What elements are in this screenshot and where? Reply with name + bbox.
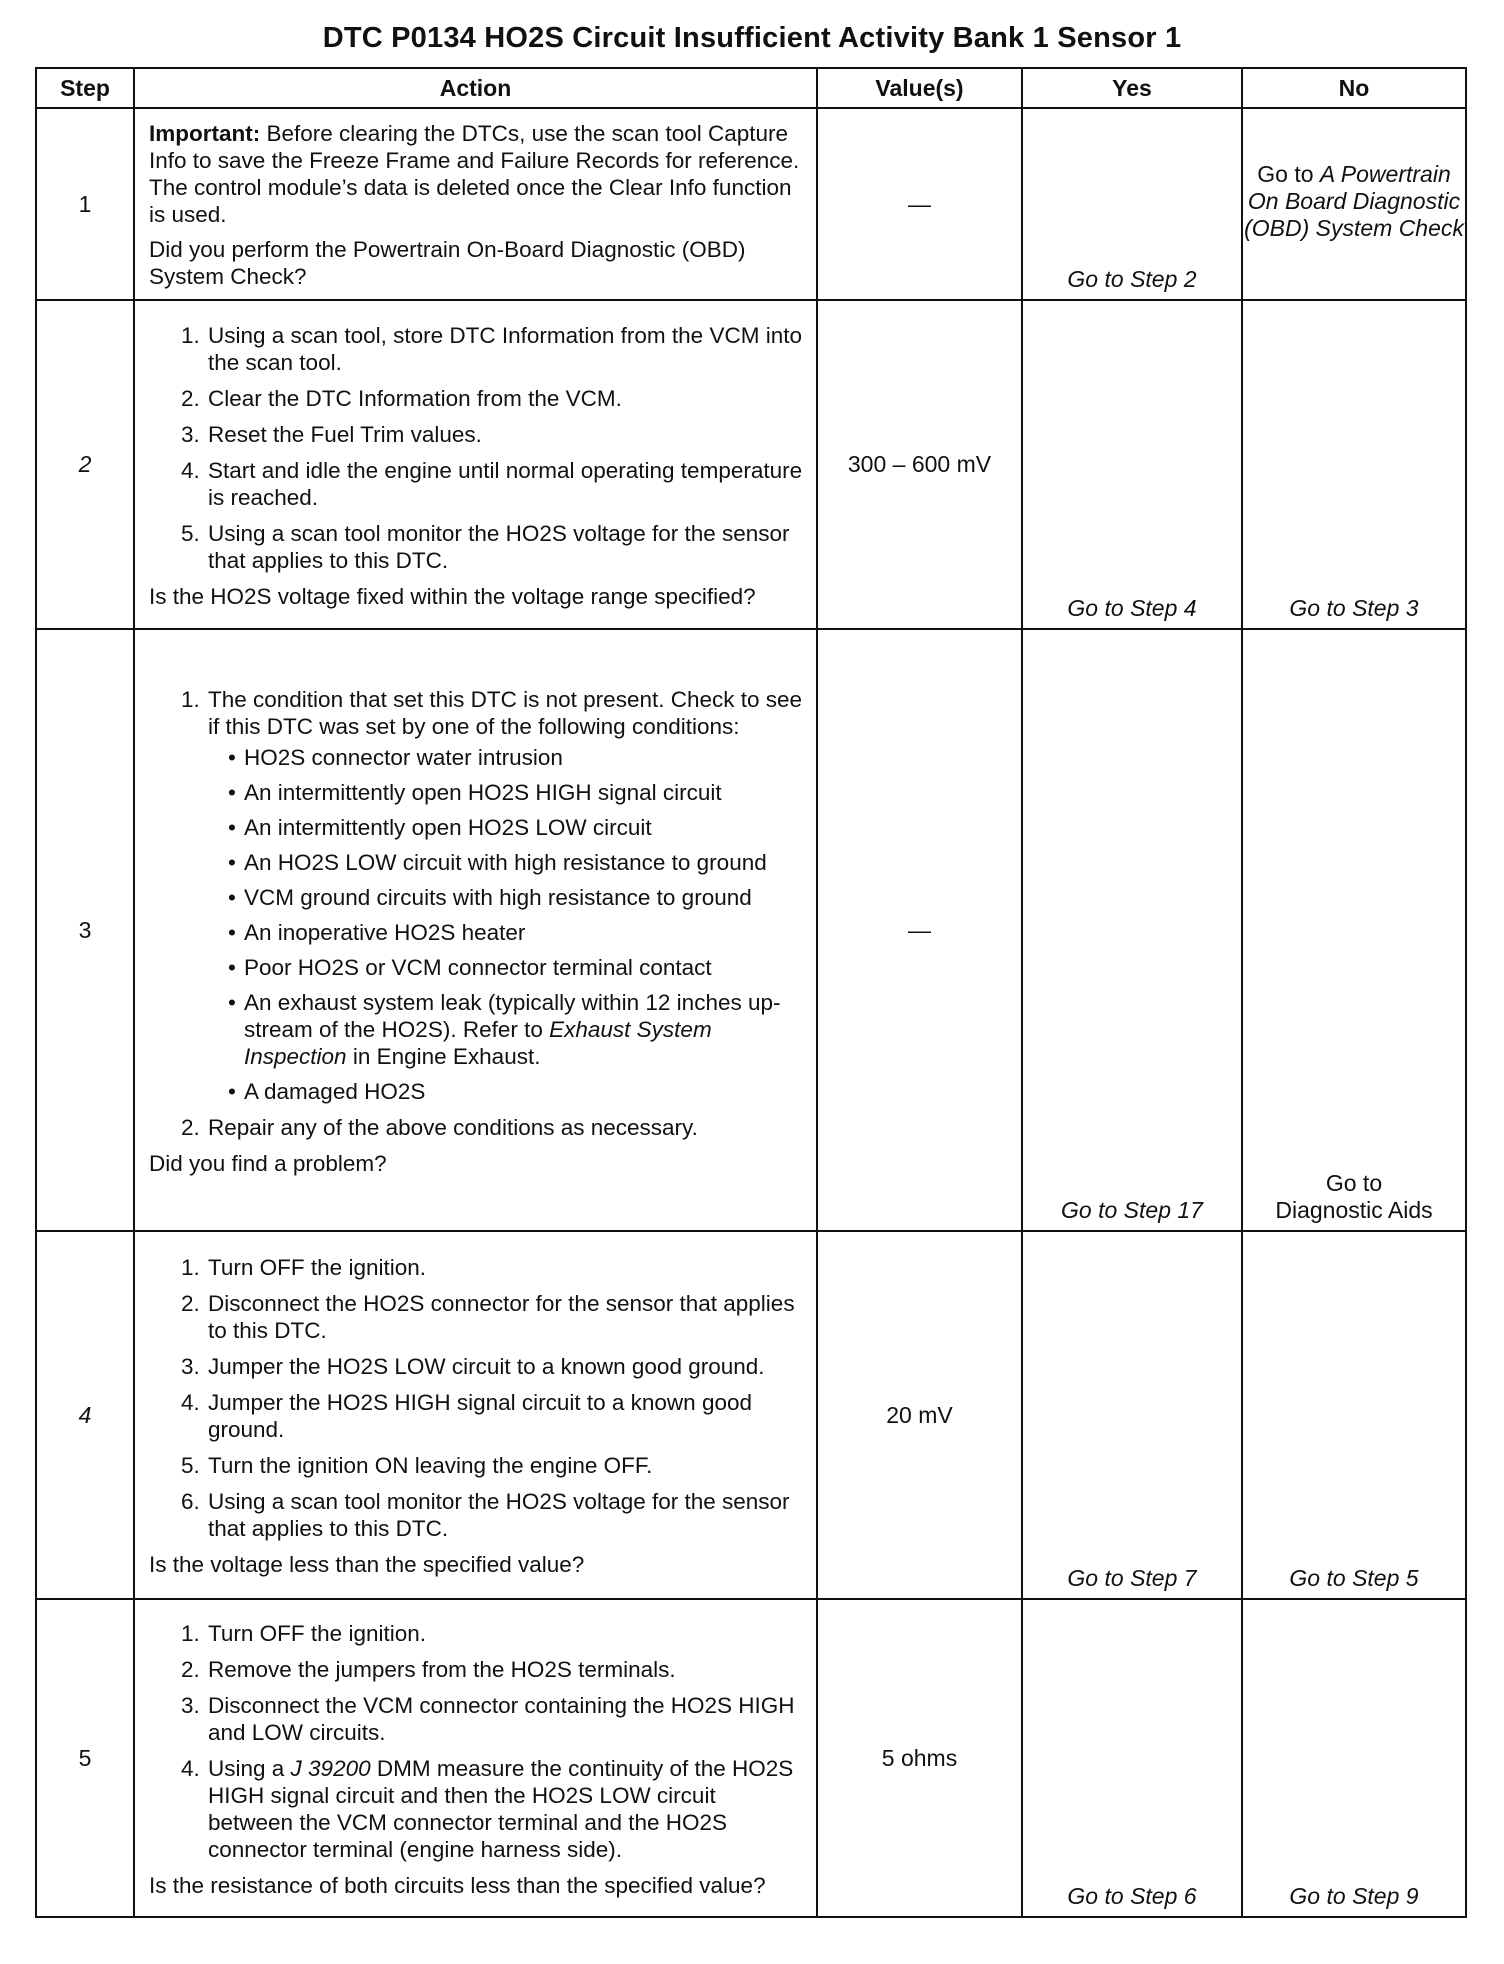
header-values: Value(s) [817, 68, 1022, 108]
value-cell: 5 ohms [817, 1599, 1022, 1917]
question: Did you find a problem? [149, 1150, 387, 1176]
step-number: 1 [36, 108, 134, 300]
action-cell [134, 629, 817, 1231]
action-step: 4. Start and idle the engine until normal operating temperature is reached. [206, 457, 806, 511]
action-step: 2. Remove the jumpers from the HO2S terminals. [206, 1656, 806, 1683]
question: Is the resistance of both circuits less than the specified value? [149, 1872, 766, 1898]
action-steps [149, 686, 806, 1141]
header-step: Step [36, 68, 134, 108]
value-cell: — [817, 629, 1022, 1231]
no-link[interactable] [1242, 108, 1466, 300]
table-row [36, 300, 1466, 629]
header-no: No [1242, 68, 1466, 108]
condition-item: • An intermittently open HO2S HIGH signal circuit [228, 779, 806, 806]
step-number: 4 [36, 1231, 134, 1599]
step-number: 5 [36, 1599, 134, 1917]
question: Is the HO2S voltage fixed within the voltage range specified? [149, 583, 756, 609]
important-text: Before clearing the DTCs, use the scan tool Capture Info to save the Freeze Frame and Failure Records for reference. The control module’s data is deleted once the Clear Info function is used. [149, 121, 800, 227]
no-link[interactable]: Go to Step 9 [1242, 1599, 1466, 1917]
no-line: Diagnostic Aids [1275, 1197, 1433, 1223]
question: Is the voltage less than the specified value? [149, 1552, 585, 1577]
no-prefix: Go to [1257, 160, 1320, 187]
condition-item: • HO2S connector water intrusion [228, 744, 806, 771]
header-action: Action [134, 68, 817, 108]
no-link[interactable]: Go to Step 3 [1242, 300, 1466, 629]
action-steps [149, 322, 806, 574]
no-link[interactable]: Go to Step 5 [1242, 1231, 1466, 1599]
action-step: 1. Using a scan tool, store DTC Information from the VCM into the scan tool. [206, 322, 806, 376]
condition-item: • A damaged HO2S [228, 1078, 806, 1105]
action-cell [134, 1231, 817, 1599]
exhaust-inspection-reference[interactable]: Exhaust System Inspection [244, 1016, 712, 1069]
value-cell: 300 – 600 mV [817, 300, 1022, 629]
condition-item [228, 989, 806, 1070]
no-line: Go to [1325, 1170, 1383, 1196]
table-header-row [36, 68, 1466, 108]
action-step: 4. Jumper the HO2S HIGH signal circuit to a known good ground. [206, 1389, 806, 1443]
yes-link[interactable]: Go to Step 2 [1022, 108, 1242, 300]
action-cell [134, 108, 817, 300]
action-step: 3. Jumper the HO2S LOW circuit to a known good ground. [206, 1353, 806, 1380]
action-cell [134, 1599, 817, 1917]
table-row [36, 108, 1466, 300]
action-steps [149, 1620, 806, 1863]
action-step: 1. Turn OFF the ignition. [206, 1254, 806, 1281]
condition-list [208, 744, 806, 1105]
table-row [36, 629, 1466, 1231]
yes-link[interactable]: Go to Step 7 [1022, 1231, 1242, 1599]
action-step: 2. Disconnect the HO2S connector for the sensor that applies to this DTC. [206, 1290, 806, 1344]
value-cell: — [817, 108, 1022, 300]
condition-item: • Poor HO2S or VCM connector terminal contact [228, 954, 806, 981]
condition-text: An exhaust system leak (typically within 12 inches up-stream of the HO2S). Refer to [244, 989, 781, 1042]
no-italic-target: A Powertrain On Board Diagnostic (OBD) System Check [1244, 160, 1464, 241]
diagnostic-table [35, 67, 1467, 1918]
action-step: 3. Disconnect the VCM connector containing the HO2S HIGH and LOW circuits. [206, 1692, 806, 1746]
yes-link[interactable]: Go to Step 17 [1022, 629, 1242, 1231]
important-label: Important: [149, 121, 261, 146]
action-step: 2. Clear the DTC Information from the VCM. [206, 385, 806, 412]
action-steps [149, 1254, 806, 1542]
action-step: 5. Turn the ignition ON leaving the engine OFF. [206, 1452, 806, 1479]
action-step [206, 686, 806, 1105]
value-cell: 20 mV [817, 1231, 1022, 1599]
action-step: 6. Using a scan tool monitor the HO2S voltage for the sensor that applies to this DTC. [206, 1488, 806, 1542]
condition-item: • VCM ground circuits with high resistance to ground [228, 884, 806, 911]
step-number: 3 [36, 629, 134, 1231]
action-step [206, 1755, 806, 1863]
condition-item: • An inoperative HO2S heater [228, 919, 806, 946]
no-link[interactable] [1242, 629, 1466, 1231]
page-title: DTC P0134 HO2S Circuit Insufficient Activity Bank 1 Sensor 1 [322, 22, 1182, 54]
action-step: 1. Turn OFF the ignition. [206, 1620, 806, 1647]
action-cell [134, 300, 817, 629]
question: Did you perform the Powertrain On-Board Diagnostic (OBD) System Check? [149, 237, 746, 289]
action-step-text: Using a [208, 1755, 291, 1781]
condition-item: • An HO2S LOW circuit with high resistance to ground [228, 849, 806, 876]
action-step: 2. Repair any of the above conditions as necessary. [206, 1114, 806, 1141]
action-step: 3. Reset the Fuel Trim values. [206, 421, 806, 448]
action-step-text: DMM measure the continuity of the HO2S HIGH signal circuit and then the HO2S LOW circuit between the VCM connector terminal and the HO2S connector terminal (engine harness side). [208, 1755, 794, 1862]
tool-reference: J 39200 [290, 1755, 371, 1781]
yes-link[interactable]: Go to Step 6 [1022, 1599, 1242, 1917]
table-row [36, 1231, 1466, 1599]
header-yes: Yes [1022, 68, 1242, 108]
action-step-text: The condition that set this DTC is not present. Check to see if this DTC was set by one of the following conditions: [208, 686, 803, 739]
important-note [149, 120, 806, 228]
table-row [36, 1599, 1466, 1917]
condition-text: in Engine Exhaust. [346, 1043, 541, 1069]
action-step: 5. Using a scan tool monitor the HO2S voltage for the sensor that applies to this DTC. [206, 520, 806, 574]
step-number: 2 [36, 300, 134, 629]
condition-item: • An intermittently open HO2S LOW circuit [228, 814, 806, 841]
yes-link[interactable]: Go to Step 4 [1022, 300, 1242, 629]
